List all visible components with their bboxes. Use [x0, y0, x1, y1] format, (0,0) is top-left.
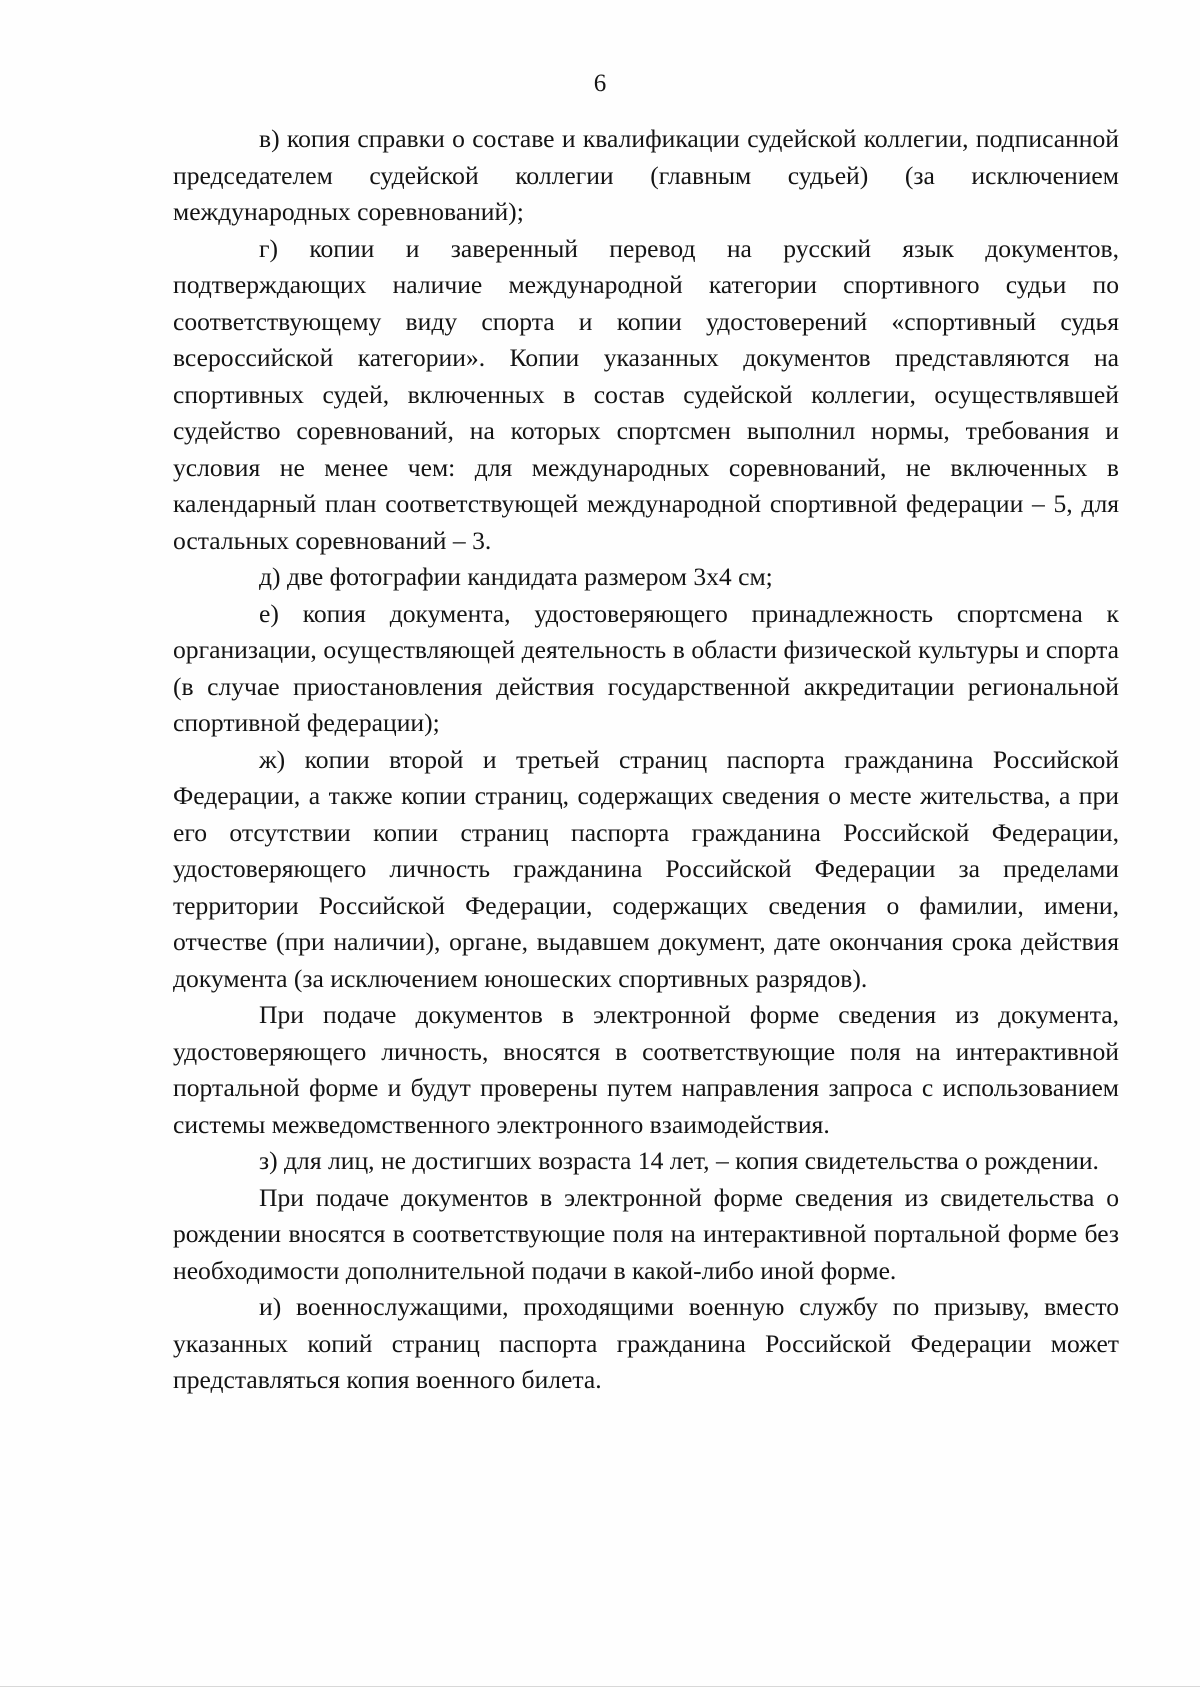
page-number: 6	[593, 70, 607, 97]
paragraph-i-military-ticket: и) военнослужащими, проходящими военную службу по призыву, вместо указанных копий страниц паспорта гражданина Российской Федерации может представляться копия военного билета.	[173, 1292, 1119, 1394]
paragraph-g-international-category: г) копии и заверенный перевод на русский язык документов, подтверждающих наличие международной категории спортивного судьи по соответствующему виду спорта и копии удостоверений «спортивный судья всероссийской категории». Копии указанных документов представляются на спортивных судей, включенных в состав судейской коллегии, осуществлявшей судейство соревнований, на которых спортсмен выполнил нормы, требования и условия не менее чем: для международных соревнований, не включенных в календарный план соответствующей международной спортивной федерации – 5, для остальных соревнований – 3.	[173, 233, 1119, 555]
paragraph-zh-passport-copies: ж) копии второй и третьей страниц паспорта гражданина Российской Федерации, а также копии страниц, содержащих сведения о месте жительства, а при его отсутствии копии страниц паспорта гражданина Российской Федерации, удостоверяющего личность гражданина Российской Федерации за пределами территории Российской Федерации, содержащих сведения о фамилии, имени, отчестве (при наличии), органе, выдавшем документ, дате окончания срока действия документа (за исключением юношеских спортивных разрядов).	[173, 744, 1119, 993]
paragraph-electronic-birth-certificate: При подаче документов в электронной форме сведения из свидетельства о рождении вносятся в соответствующие поля на интерактивной портальной форме без необходимости дополнительной подачи в какой-либо иной форме.	[173, 1182, 1119, 1285]
scan-bottom-edge	[0, 1686, 1200, 1687]
paragraph-electronic-identity: При подаче документов в электронной форме сведения из документа, удостоверяющего личность, вносятся в соответствующие поля на интерактивной портальной форме и будут проверены путем направления запроса с использованием системы межведомственного электронного взаимодействия.	[173, 1000, 1119, 1139]
paragraph-d-photographs: д) две фотографии кандидата размером 3х4 см;	[259, 562, 773, 591]
paragraph-e-organization-document: е) копия документа, удостоверяющего принадлежность спортсмена к организации, осуществляющей деятельность в области физической культуры и спорта (в случае приостановления действия государственной аккредитации региональной спортивной федерации);	[173, 598, 1119, 737]
document-body	[173, 121, 1119, 1399]
paragraph-z-birth-certificate: з) для лиц, не достигших возраста 14 лет, – копия свидетельства о рождении.	[259, 1146, 1099, 1175]
paragraph-v-judges-certificate: в) копия справки о составе и квалификации судейской коллегии, подписанной председателем судейской коллегии (главным судьей) (за исключением международных соревнований);	[173, 124, 1119, 226]
